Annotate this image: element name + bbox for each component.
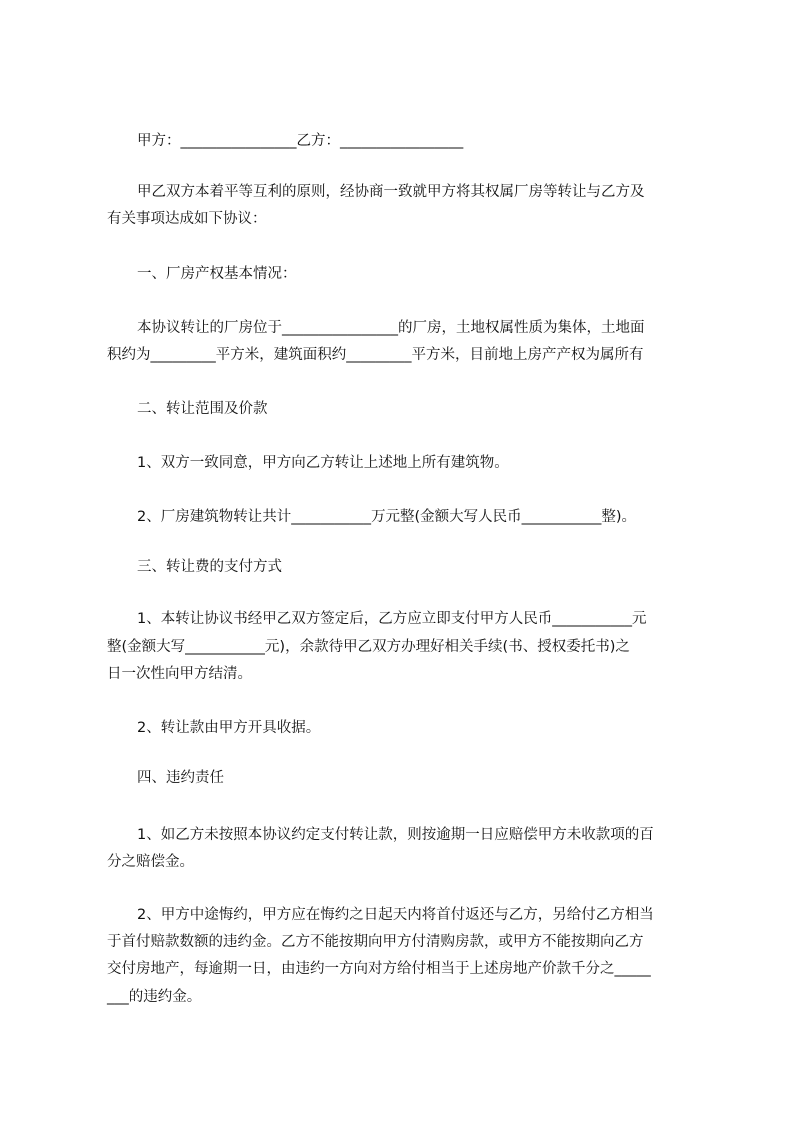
section2-item-2: 2、厂房建筑物转让共计___________万元整(金额大写人民币___________整)。 <box>137 509 637 525</box>
section4-item1-line-2: 分之赔偿金。 <box>107 854 194 870</box>
section3-item1-line-3: 日一次性向甲方结清。 <box>107 666 252 682</box>
section3-item-2: 2、转让款由甲方开具收据。 <box>137 720 321 736</box>
section2-heading: 二、转让范围及价款 <box>137 401 268 417</box>
section4-heading: 四、违约责任 <box>137 770 224 786</box>
section1-heading: 一、厂房产权基本情况： <box>137 266 297 282</box>
section3-item1-line-1: 1、本转让协议书经甲乙双方签定后，乙方应立即支付甲方人民币___________元 <box>137 611 647 627</box>
intro-line-1: 甲乙双方本着平等互利的原则，经协商一致就甲方将其权属厂房等转让与乙方及 <box>137 184 645 200</box>
section1-para-line-1: 本协议转让的厂房位于________________的厂房，土地权属性质为集体，土地面 <box>137 320 645 336</box>
section4-item1-line-1: 1、如乙方未按照本协议约定支付转让款，则按逾期一日应赔偿甲方未收款项的百 <box>137 827 654 843</box>
section4-item2-line-4: ___的违约金。 <box>107 989 202 1005</box>
section4-item2-line-1: 2、甲方中途悔约，甲方应在悔约之日起天内将首付返还与乙方，另给付乙方相当 <box>137 907 654 923</box>
section1-para-line-2: 积约为_________平方米，建筑面积约_________平方米，目前地上房产产权为属所有 <box>107 347 644 363</box>
section2-item-1: 1、双方一致同意，甲方向乙方转让上述地上所有建筑物。 <box>137 455 509 471</box>
parties-line: 甲方：________________乙方：_________________ <box>137 133 464 149</box>
section4-item2-line-2: 于首付赔款数额的违约金。乙方不能按期向甲方付清购房款，或甲方不能按期向乙方 <box>107 934 644 950</box>
section3-heading: 三、转让费的支付方式 <box>137 559 282 575</box>
intro-line-2: 有关事项达成如下协议： <box>107 211 267 227</box>
section3-item1-line-2: 整(金额大写___________元)，余款待甲乙双方办理好相关手续(书、授权委托书)之 <box>107 639 630 655</box>
section4-item2-line-3: 交付房地产，每逾期一日，由违约一方向对方给付相当于上述房地产价款千分之_____ <box>107 961 651 977</box>
